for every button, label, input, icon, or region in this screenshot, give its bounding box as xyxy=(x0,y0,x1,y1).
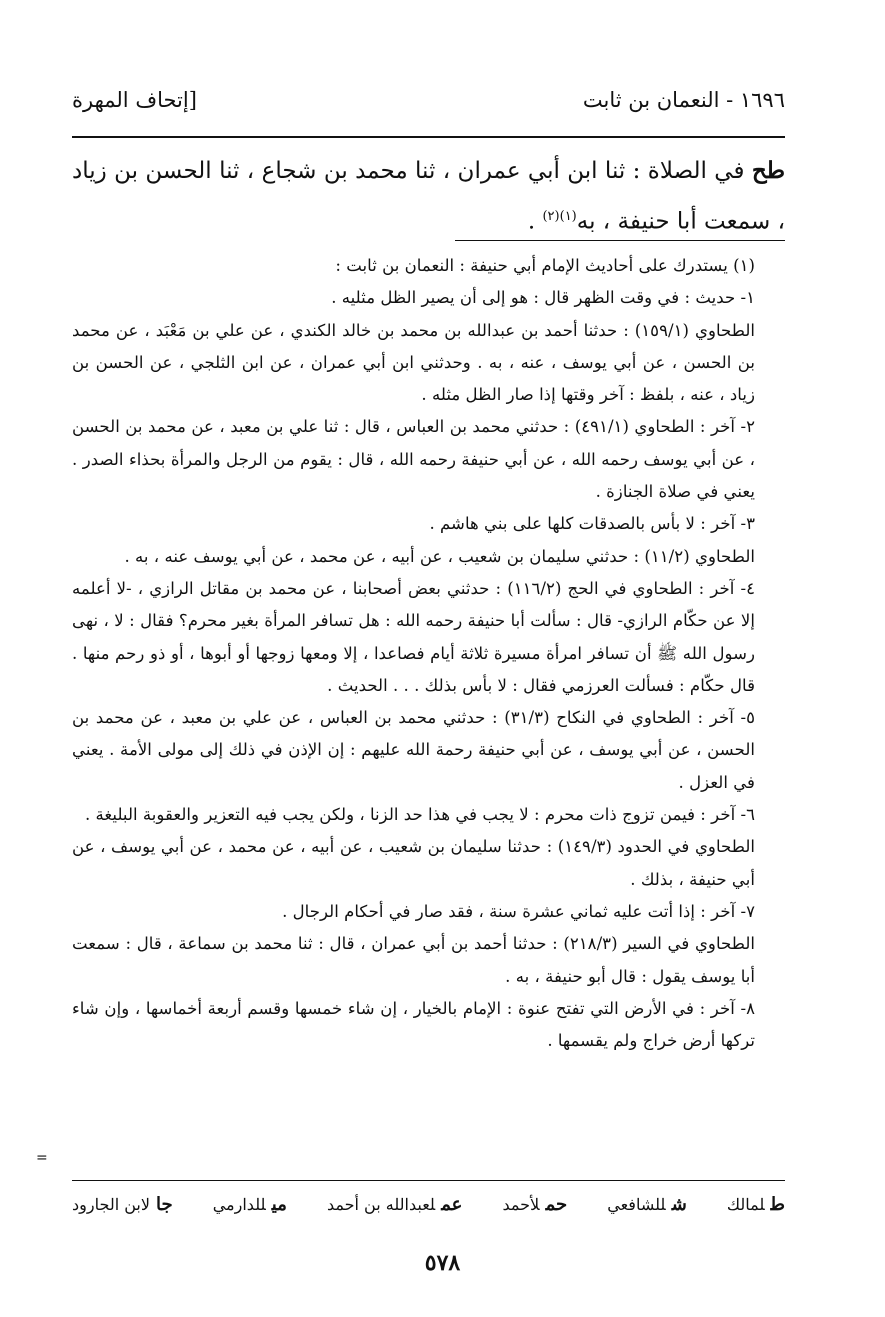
footnote-rule xyxy=(455,240,785,241)
footnote-paragraph: الطحاوي (١٥٩/١) : حدثنا أحمد بن عبدالله بن محمد بن خالد الكندي ، عن علي بن مَعْبَد ، عن محمد بن الحسن ، عن أبي يوسف ، عنه ، به . وحدثني ابن أبي عمران ، عن ابن الثلجي ، عن الحسن بن زياد ، عنه ، بلفظ : آخر وقتها إذا صار الظل مثله . xyxy=(72,320,756,405)
legend-name: للشافعي xyxy=(607,1195,666,1214)
header-rule xyxy=(72,136,785,138)
entry-title: ١٦٩٦ - النعمان بن ثابت xyxy=(582,88,785,112)
page-number: ٥٧٨ xyxy=(424,1250,461,1276)
main-text xyxy=(72,148,785,245)
footnote-paragraph: ٨- آخر : في الأرض التي تفتح عنوة : الإمام بالخيار ، إن شاء خمسها وقسم أربعة أخماسها ، وإن شاء تركها أرض خراج ولم يقسمها . xyxy=(72,998,755,1051)
legend-entry xyxy=(607,1194,687,1215)
legend-entry xyxy=(213,1194,287,1215)
legend-abbr: ط xyxy=(770,1194,785,1215)
footnote-paragraph: ٦- آخر : فيمن تزوج ذات محرم : لا يجب في هذا حد الزنا ، ولكن يجب فيه التعزير والعقوبة البليغة . xyxy=(84,805,755,825)
footnote-paragraph: ٢- آخر : الطحاوي (٤٩١/١) : حدثني محمد بن العباس ، قال : ثنا علي بن معبد ، عن محمد بن الحسن ، عن أبي يوسف رحمه الله ، عن أبي حنيفة رحمه الله ، قال : يقوم من الرجل والمرأة بحذاء الصدر . يعني في صلاة الجنازة . xyxy=(72,417,756,502)
legend-entry xyxy=(327,1194,462,1215)
legend-entry xyxy=(502,1194,567,1215)
continuation-mark: = xyxy=(36,1150,48,1166)
legend-rule xyxy=(72,1180,785,1181)
footnote-paragraph: ٣- آخر : لا بأس بالصدقات كلها على بني هاشم . xyxy=(429,514,755,534)
legend-name: لعبدالله بن أحمد xyxy=(326,1195,436,1214)
running-header xyxy=(72,88,785,112)
footnote-paragraph: ١- حديث : في وقت الظهر قال : هو إلى أن يصير الظل مثليه . xyxy=(331,288,755,308)
legend-name: للدارمي xyxy=(212,1195,266,1214)
footnote-paragraph: الطحاوي في الحدود (١٤٩/٣) : حدثنا سليمان بن شعيب ، عن أبيه ، عن محمد ، عن أبي يوسف ، عن أبي حنيفة ، بذلك . xyxy=(72,837,755,889)
legend-abbr: عم xyxy=(441,1194,463,1215)
main-text-body: في الصلاة : ثنا ابن أبي عمران ، ثنا محمد بن شجاع ، ثنا الحسن بن زياد ، سمعت أبا حنيفة ، به xyxy=(72,158,785,235)
footnote-paragraph: الطحاوي (١١/٢) : حدثني سليمان بن شعيب ، عن أبيه ، عن محمد ، عن أبي يوسف عنه ، به . xyxy=(124,546,755,566)
legend-name: لأحمد xyxy=(502,1195,540,1214)
main-text-end: . xyxy=(527,208,543,235)
footnote-refs: (١)(٢) xyxy=(542,209,577,224)
footnote-paragraph: (١) يستدرك على أحاديث الإمام أبي حنيفة : النعمان بن ثابت : xyxy=(335,256,755,275)
abbreviation-legend xyxy=(72,1194,785,1215)
footnote-paragraph: ٤- آخر : الطحاوي في الحج (١١٦/٢) : حدثني بعض أصحابنا ، عن محمد بن مقاتل الرازي ، -لا أعلمه إلا عن حكّام الرازي- قال : سألت أبا حنيفة رحمه الله : هل تسافر المرأة بغير محرم؟ فقال : لا ، نهى رسول الله ﷺ أن تسافر امرأة مسيرة ثلاثة أيام فصاعدا ، إلا ومعها زوجها أو أبوها ، أو ذو رحم منها . قال حكّام : فسألت العرزمي فقال : لا بأس بذلك . . . الحديث . xyxy=(72,578,755,695)
legend-name: لمالك xyxy=(726,1195,765,1214)
legend-abbr: مي xyxy=(271,1194,287,1215)
legend-entry xyxy=(727,1194,785,1215)
legend-abbr: جا xyxy=(155,1194,173,1215)
footnotes xyxy=(72,250,785,1057)
book-title: [إتحاف المهرة xyxy=(72,88,197,112)
source-abbreviation: طح xyxy=(751,157,785,184)
legend-name: لابن الجارود xyxy=(72,1195,150,1214)
legend-abbr: ش xyxy=(671,1194,687,1215)
legend-abbr: حم xyxy=(545,1194,568,1215)
footnote-paragraph: ٥- آخر : الطحاوي في النكاح (٣١/٣) : حدثني محمد بن العباس ، عن علي بن معبد ، عن محمد بن الحسن ، عن أبي يوسف ، عن أبي حنيفة رحمة الله عليهم : إن الإذن في ذلك إلى مولى الأمة . يعني في العزل . xyxy=(72,708,755,792)
legend-entry xyxy=(72,1194,173,1215)
footnote-paragraph: ٧- آخر : إذا أتت عليه ثماني عشرة سنة ، فقد صار في أحكام الرجال . xyxy=(282,901,755,921)
footnote-paragraph: الطحاوي في السير (٢١٨/٣) : حدثنا أحمد بن أبي عمران ، قال : ثنا محمد بن سماعة ، قال : سمعت أبا يوسف يقول : قال أبو حنيفة ، به . xyxy=(72,934,755,986)
